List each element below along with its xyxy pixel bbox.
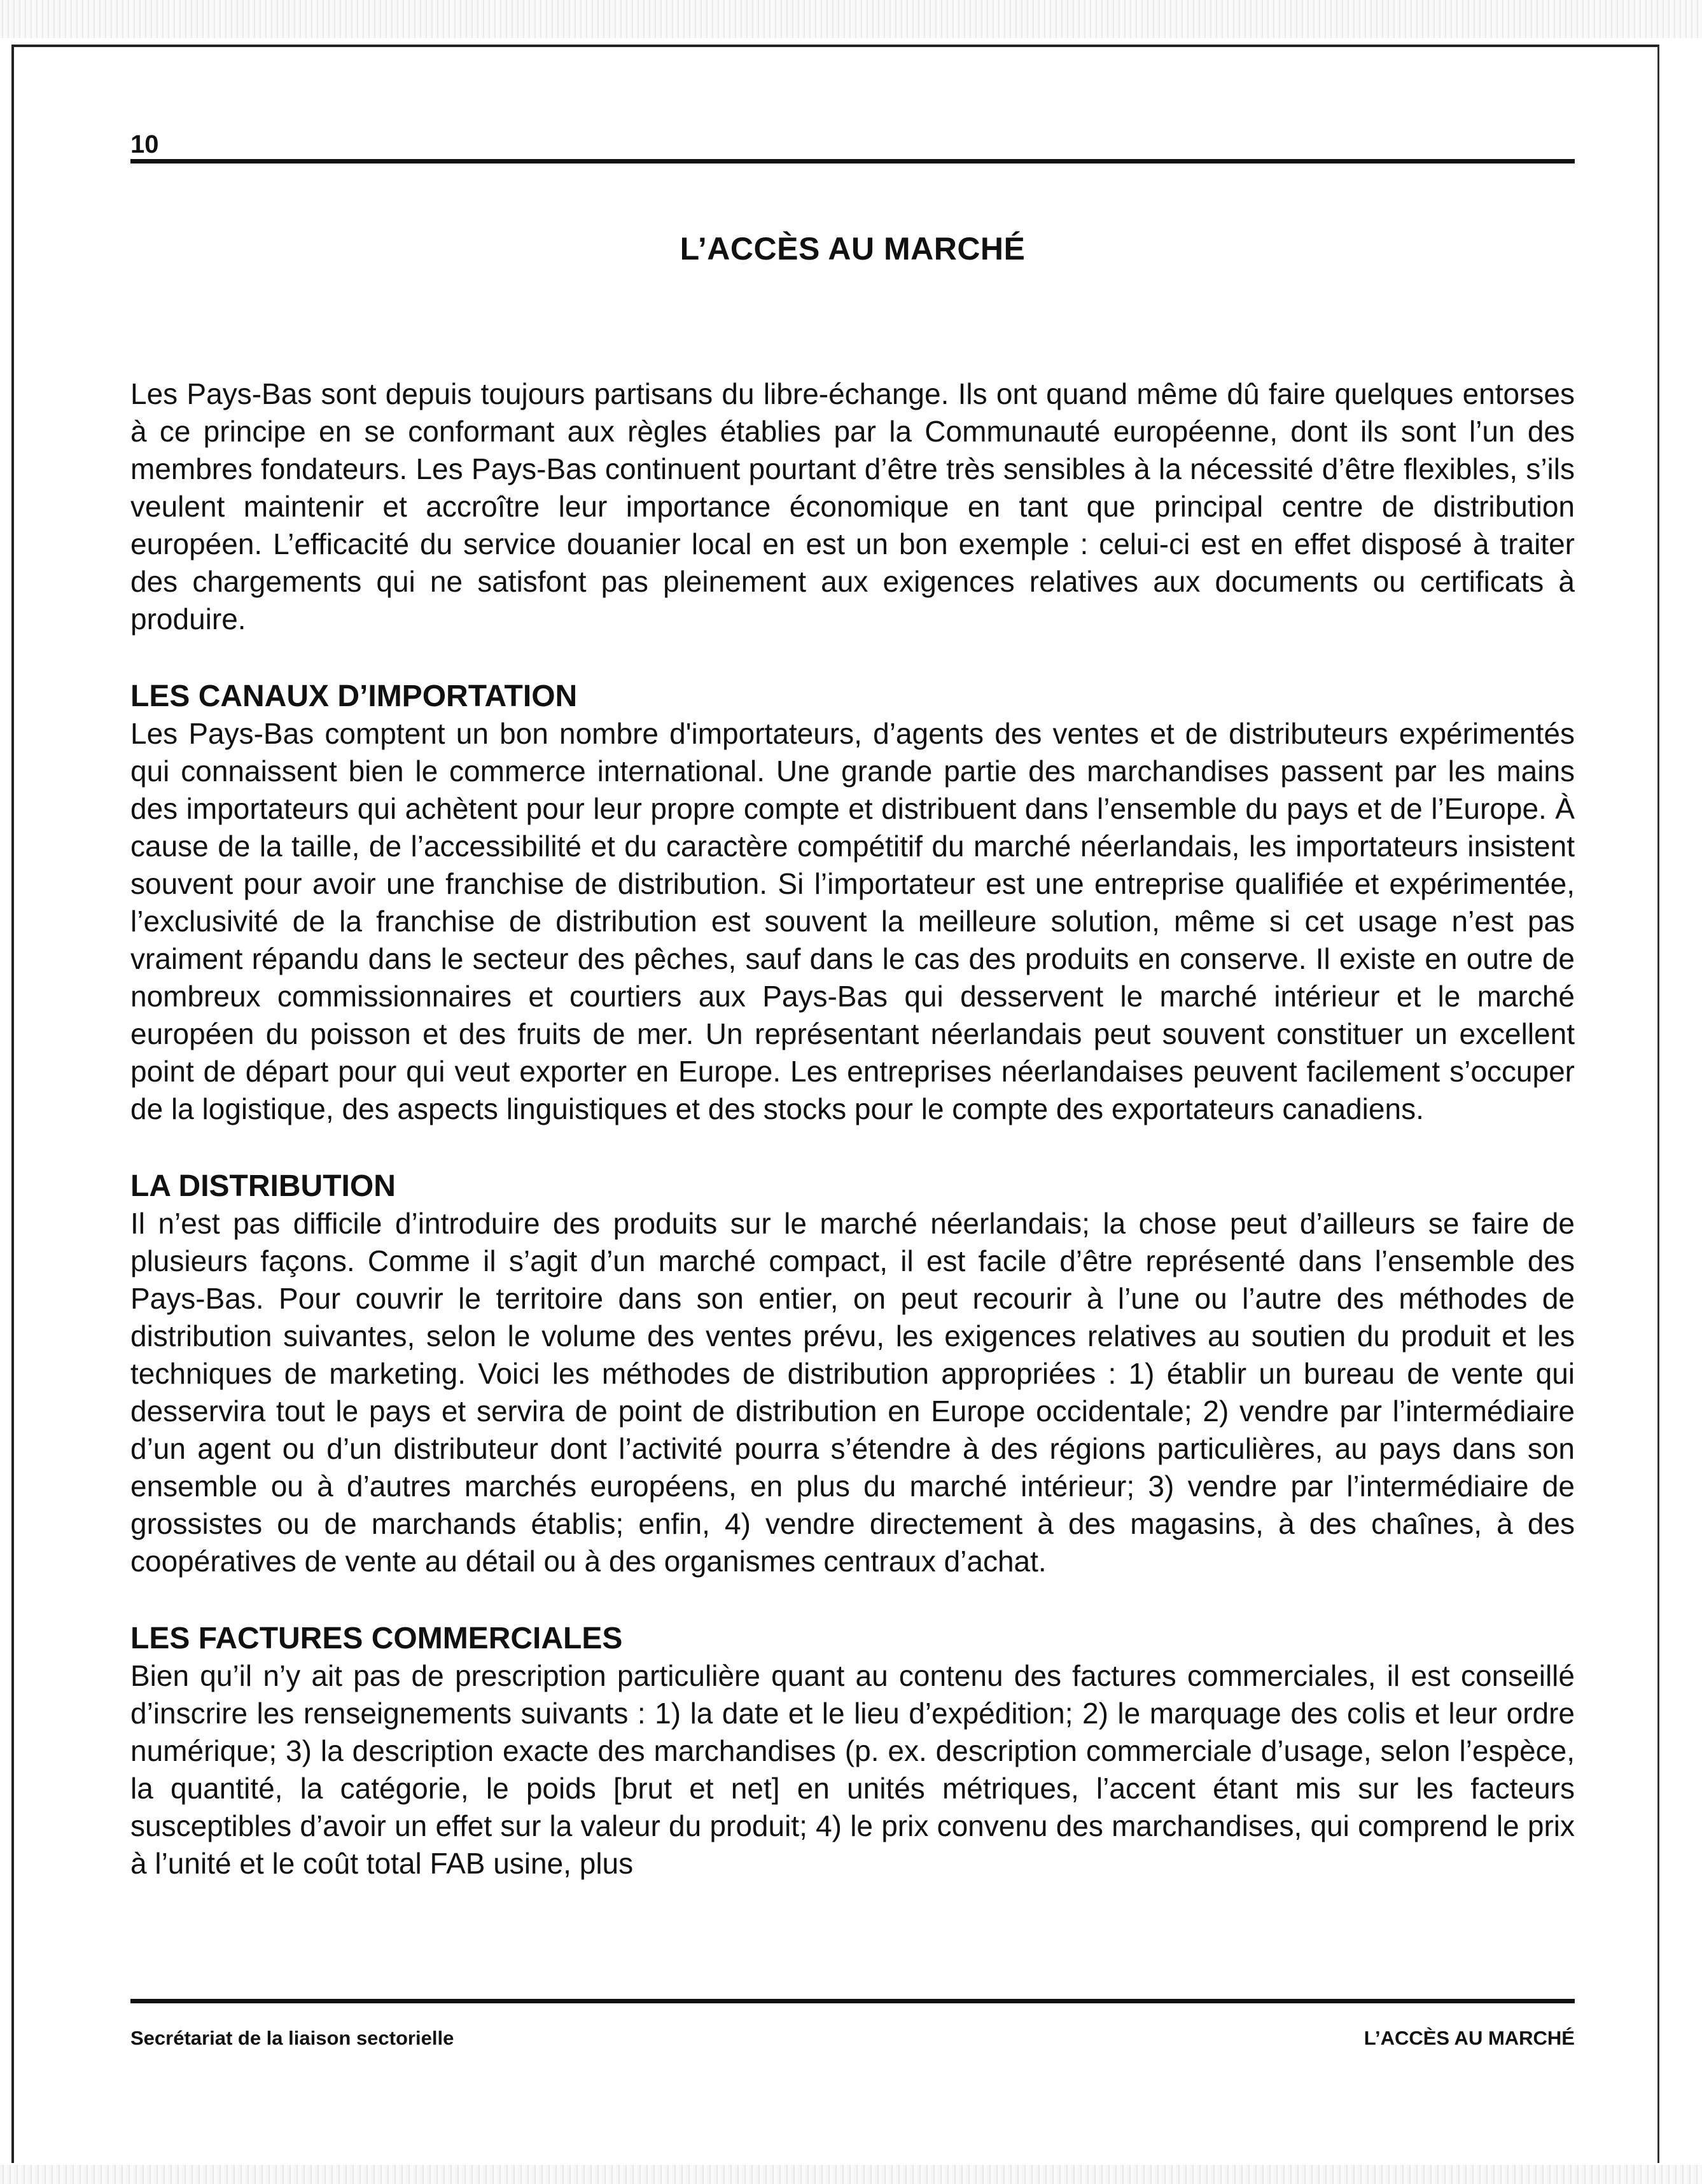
section-import-channels — [130, 678, 1575, 1128]
section-commercial-invoices — [130, 1620, 1575, 1882]
scan-edge-top — [0, 0, 1702, 38]
page-title: L’ACCÈS AU MARCHÉ — [680, 231, 1026, 267]
section-distribution — [130, 1167, 1575, 1580]
footer-rule — [130, 1999, 1575, 2003]
section-paragraph: Bien qu’il n’y ait pas de prescription particulière quant au contenu des factures commerciales, il est conseillé d’inscrire les renseignements suivants : 1) la date et le lieu d’expédition; 2) le marquage des colis et leur ordre numérique; 3) la description exacte des marchandises (p. ex. description commerciale d’usage, selon l’espèce, la quantité, la catégorie, le poids [brut et net] en unités métriques, l’accent étant mis sur les facteurs susceptibles d’avoir un effet sur la valeur du produit; 4) le prix convenu des marchandises, qui comprend le prix à l’unité et le coût total FAB usine, plus — [130, 1659, 1575, 1880]
section-paragraph: Les Pays-Bas comptent un bon nombre d'importateurs, d’agents des ventes et de distributeurs expérimentés qui connaissent bien le commerce international. Une grande partie des marchandises passent par les mains des importateurs qui achètent pour leur propre compte et distribuent dans l’ensemble du pays et de l’Europe. À cause de la taille, de l’accessibilité et du caractère compétitif du marché néerlandais, les importateurs insistent souvent pour avoir une franchise de distribution. Si l’importateur est une entreprise qualifiée et expérimentée, l’exclusivité de la franchise de distribution est souvent la meilleure solution, même si cet usage n’est pas vraiment répandu dans le secteur des pêches, sauf dans le cas des produits en conserve. Il existe en outre de nombreux commissionnaires et courtiers aux Pays-Bas qui desservent le marché intérieur et le marché européen du poisson et des fruits de mer. Un représentant néerlandais peut souvent constituer un excellent point de départ pour qui veut exporter en Europe. Les entreprises néerlandaises peuvent facilement s’occuper de la logistique, des aspects linguistiques et des stocks pour le compte des exportateurs canadiens. — [130, 717, 1575, 1125]
scan-edge-bottom — [0, 2165, 1702, 2184]
main-content — [130, 375, 1575, 1882]
header-rule — [130, 159, 1575, 163]
footer-left-text: Secrétariat de la liaison sectorielle — [130, 2027, 454, 2049]
page-number: 10 — [130, 130, 159, 158]
section-heading: LES FACTURES COMMERCIALES — [130, 1622, 623, 1655]
section-paragraph: Il n’est pas difficile d’introduire des produits sur le marché néerlandais; la chose peut d’ailleurs se faire de plusieurs façons. Comme il s’agit d’un marché compact, il est facile d’être représenté dans l’ensemble des Pays-Bas. Pour couvrir le territoire dans son entier, on peut recourir à l’une ou l’autre des méthodes de distribution suivantes, selon le volume des ventes prévu, les exigences relatives au soutien du produit et les techniques de marketing. Voici les méthodes de distribution appropriées : 1) établir un bureau de vente qui desservira tout le pays et servira de point de distribution en Europe occidentale; 2) vendre par l’intermédiaire d’un agent ou d’un distributeur dont l’activité pourra s’étendre à des régions particulières, au pays dans son ensemble ou à d’autres marchés européens, en plus du marché intérieur; 3) vendre par l’intermédiaire de grossistes ou de marchands établis; enfin, 4) vendre directement à des magasins, à des chaînes, à des coopératives de vente au détail ou à des organismes centraux d’achat. — [130, 1207, 1575, 1578]
section-heading: LES CANAUX D’IMPORTATION — [130, 679, 578, 713]
footer-right-text: L’ACCÈS AU MARCHÉ — [1364, 2027, 1575, 2049]
section-heading: LA DISTRIBUTION — [130, 1169, 396, 1203]
intro-paragraph: Les Pays-Bas sont depuis toujours partisans du libre-échange. Ils ont quand même dû faire quelques entorses à ce principe en se conformant aux règles établies par la Communauté européenne, dont ils sont l’un des membres fondateurs. Les Pays-Bas continuent pourtant d’être très sensibles à la nécessité d’être flexibles, s’ils veulent maintenir et accroître leur importance économique en tant que principal centre de distribution européen. L’efficacité du service douanier local en est un bon exemple : celui-ci est en effet disposé à traiter des chargements qui ne satisfont pas pleinement aux exigences relatives aux documents ou certificats à produire. — [130, 377, 1575, 636]
